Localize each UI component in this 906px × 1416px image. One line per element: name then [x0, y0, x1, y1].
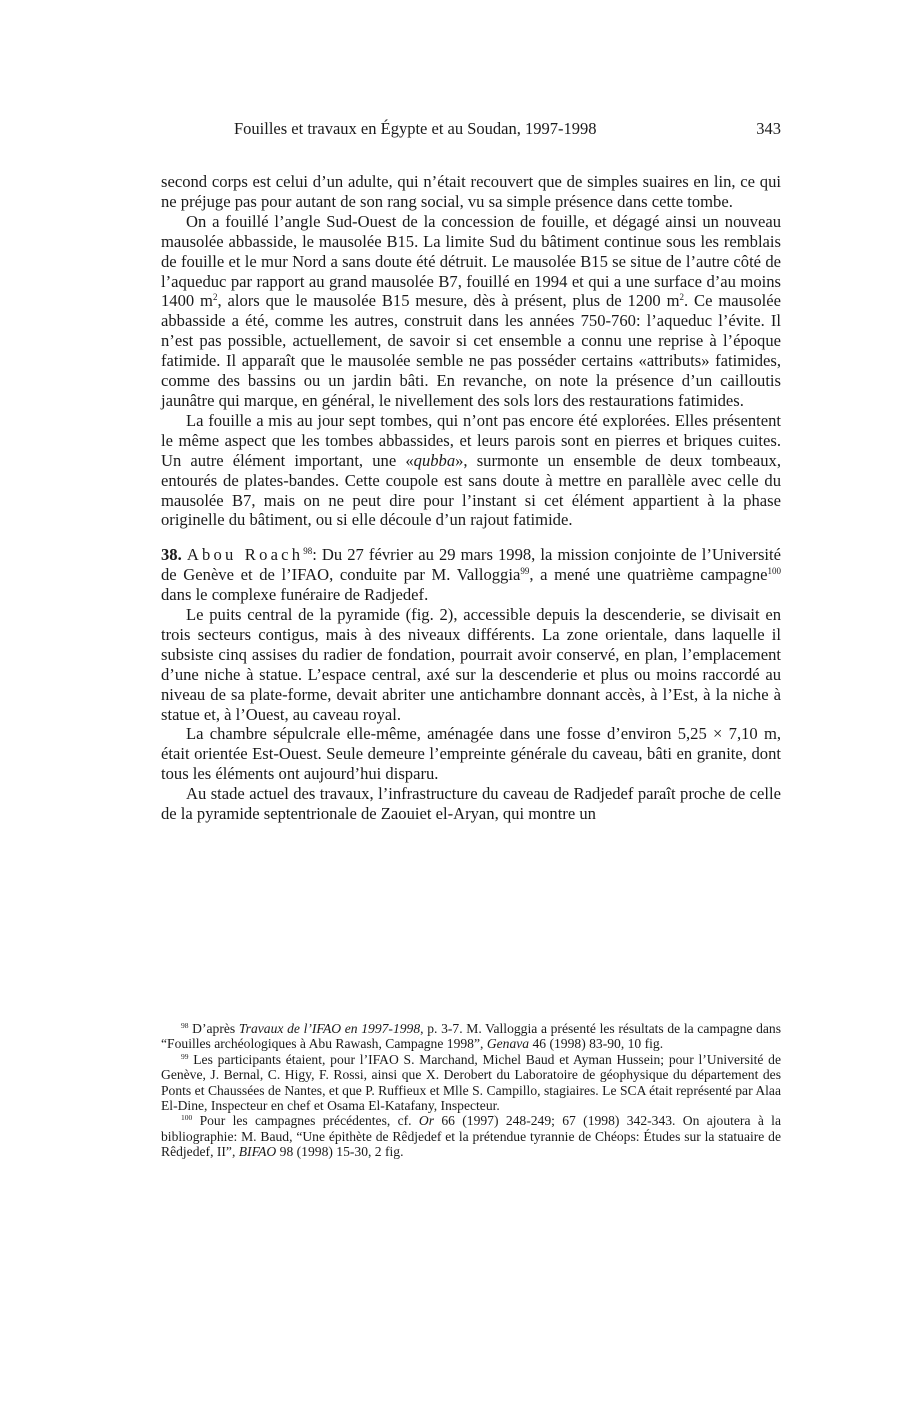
text-run: , p. 3-7. M. Valloggia a présenté les résultats de la campagne dans “Fouilles archéologiques à Abu Rawash, Campagne 1998”,: [161, 1021, 781, 1052]
italic-title: Genava: [486, 1036, 530, 1052]
text-run: , alors que le mausolée B15 mesure, dès à présent, plus de 1200 m: [217, 291, 680, 311]
text-run: La fouille a mis au jour sept tombes, qui n’ont pas encore été explorées. Elles présentent le même aspect que les tombes abbassides, et leurs parois sont en pierres et briques cuites. Un autre élément important, une «: [161, 410, 781, 470]
running-title: Fouilles et travaux en Égypte et au Soudan, 1997-1998: [234, 119, 597, 138]
paragraph-current-stage: Au stade actuel des travaux, l’infrastructure du caveau de Radjedef paraît proche de celle de la pyramide septentrionale de Zaouiet el-Aryan, qui montre un: [161, 784, 781, 824]
text-run: D’après: [188, 1021, 239, 1036]
text-run: , a mené une quatrième campagne: [529, 565, 768, 585]
footnote-ref-100: 100: [767, 566, 781, 577]
page-number: 343: [756, 119, 781, 138]
text-run: Les participants étaient, pour l’IFAO S. Marchand, Michel Baud et Ayman Hussein; pour l’Université de Genève, J. Bernal, C. Higy, F. Rossi, ainsi que X. Derobert du Laboratoire de géophysique du département des Ponts et Chaussées de Nantes, et que P. Ruffieux et Mlle S. Campillo, stagiaires. Le SCA était représenté par Alaa El-Dine, Inspecteur en chef et Osama El-Katafany, Inspecteur.: [161, 1051, 781, 1114]
text-run: », surmonte un ensemble de deux tombeaux, entourés de plates-bandes. Cette coupole est sans doute à mettre en parallèle avec celle du mausolée B7, mais on ne peut dire pour l’instant si cet élément appartient à la phase originelle du bâtiment, ou si elle découle d’un rajout fatimide.: [161, 450, 781, 530]
footnotes: [161, 1021, 781, 1160]
superscript: 2: [212, 292, 218, 303]
footnote-number: 100: [181, 1113, 193, 1123]
text-run: . Ce mausolée abbasside a été, comme les autres, construit dans les années 750-760: l’aqueduc l’évite. Il n’est pas possible, actuellement, de savoir si cet ensemble a connu une reprise à l’époque fatimide. Il apparaît que le mausolée semble ne pas posséder certains «attributs» fatimides, comme des bassins ou un jardin bâti. En revanche, on note la présence d’un cailloutis jaunâtre qui marque, en général, le nivellement des sols lors des restaurations fatimides.: [161, 291, 781, 410]
running-head: [161, 119, 781, 141]
main-text: [161, 172, 781, 824]
paragraph-burial-chamber: La chambre sépulcrale elle-même, aménagée dans une fosse d’environ 5,25 × 7,10 m, était orientée Est-Ouest. Seule demeure l’empreinte générale du caveau, bâti en granite, dont tous les éléments ont aujourd’hui disparu.: [161, 724, 781, 784]
footnote-ref-98: 98: [303, 546, 313, 557]
section-number: 38.: [161, 545, 182, 565]
text-run: dans le complexe funéraire de Radjedef.: [161, 585, 429, 605]
section-place-name: Abou Roach: [186, 545, 304, 565]
footnote-ref-99: 99: [520, 566, 530, 577]
footnote-number: 99: [181, 1051, 189, 1061]
footnote-99: [161, 1052, 781, 1114]
paragraph-tombs: [161, 411, 781, 530]
paragraph-central-shaft: Le puits central de la pyramide (fig. 2), accessible depuis la descenderie, se divisait en trois secteurs contigus, mais à des niveaux différents. La zone orientale, dans laquelle il subsiste cinq assises du radier de fondation, pourrait avoir conservé, en plan, l’emplacement d’une niche à statue. L’espace central, axé sur la descenderie et plus ou moins raccordé au niveau de sa plate-forme, devait abriter une antichambre donnant accès, à l’Est, à la niche à statue et, à l’Ouest, au caveau royal.: [161, 605, 781, 724]
italic-term: qubba: [413, 450, 456, 470]
text-run: On a fouillé l’angle Sud-Ouest de la concession de fouille, et dégagé ainsi un nouveau mausolée abbasside, le mausolée B15. La limite Sud du bâtiment continue sous les remblais de fouille et le mur Nord a sans doute été détruit. Le mausolée B15 se situe de l’autre côté de l’aqueduc par rapport au grand mausolée B7, fouillé en 1994 et qui a une surface d’au moins 1400 m: [161, 211, 781, 311]
italic-title: Travaux de l’IFAO en 1997-1998: [238, 1021, 421, 1036]
paragraph-continued: second corps est celui d’un adulte, qui n’était recouvert que de simples suaires en lin, ce qui ne préjuge pas pour autant de son rang social, vu sa simple présence dans cette tombe.: [161, 172, 781, 211]
text-run: 46 (1998) 83-90, 10 fig.: [529, 1036, 664, 1052]
footnote-number: 98: [181, 1021, 189, 1030]
italic-title: Or: [418, 1113, 435, 1129]
paragraph-mausoleum-b15: [161, 212, 781, 411]
text-run: 98 (1998) 15-30, 2 fig.: [276, 1144, 404, 1160]
text-run: 66 (1997) 248-249; 67 (1998) 342-343. On ajoutera à la bibliographie: M. Baud, “Une épithète de Rêdjedef et la prétendue tyrannie de Chéops: Études sur la statuaire de Rêdjedef, II”,: [161, 1113, 781, 1160]
italic-title: BIFAO: [238, 1144, 277, 1160]
superscript: 2: [679, 292, 684, 303]
footnote-98: [161, 1021, 781, 1052]
section-38-intro: [161, 545, 781, 605]
text-run: Pour les campagnes précédentes, cf.: [192, 1113, 419, 1129]
footnote-100: [161, 1113, 781, 1159]
text-run: : Du 27 février au 29 mars 1998, la mission conjointe de l’Université de Genève et de l’IFAO, conduite par M. Valloggia: [161, 545, 782, 585]
